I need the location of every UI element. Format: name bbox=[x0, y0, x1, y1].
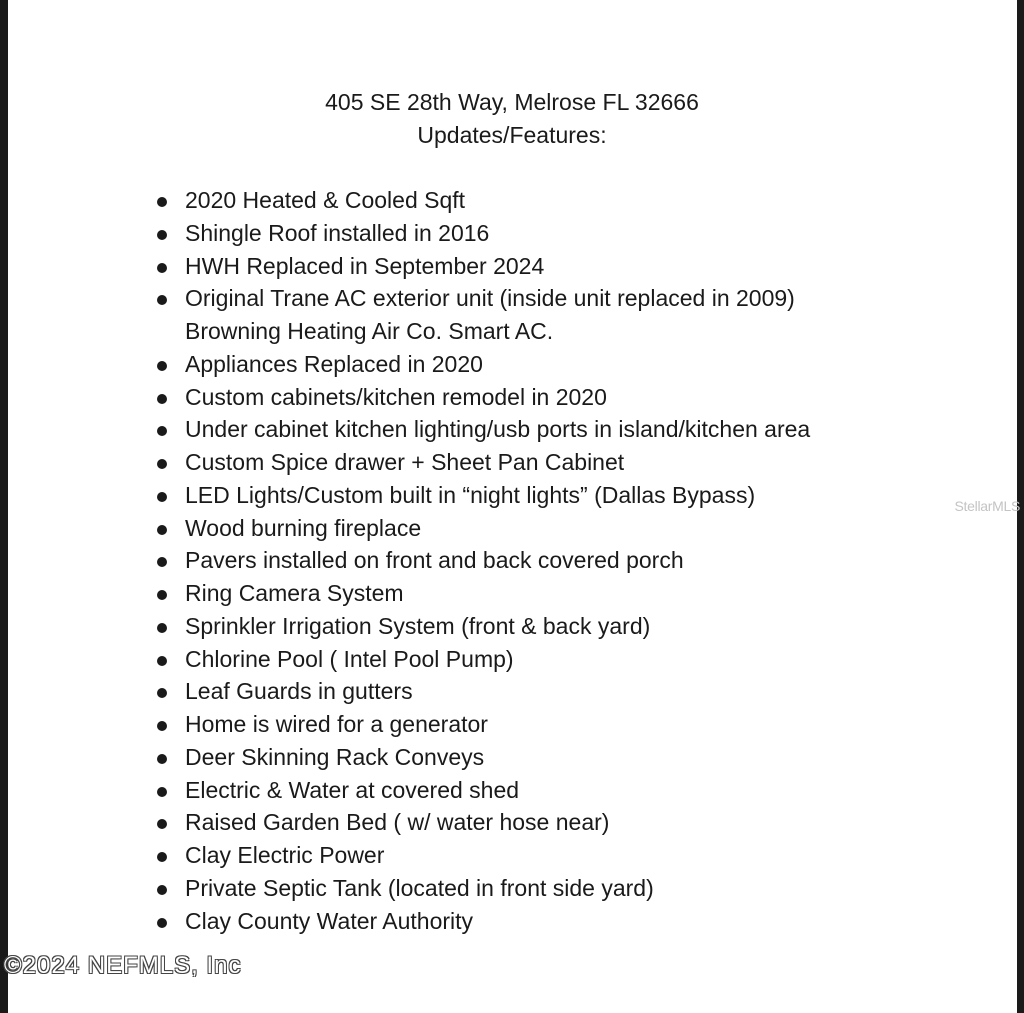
bullet-icon bbox=[157, 230, 167, 240]
feature-line: 2020 Heated & Cooled Sqft bbox=[185, 187, 466, 213]
bullet-icon bbox=[157, 197, 167, 207]
feature-text bbox=[185, 708, 488, 741]
bullet-icon bbox=[157, 787, 167, 797]
bullet-icon bbox=[157, 492, 167, 502]
feature-text bbox=[185, 839, 384, 872]
feature-text bbox=[185, 741, 484, 774]
bullet-icon bbox=[157, 459, 167, 469]
feature-text bbox=[185, 446, 624, 479]
feature-text bbox=[185, 479, 755, 512]
feature-line: Sprinkler Irrigation System (front & back yard) bbox=[185, 612, 651, 639]
bullet-icon bbox=[157, 525, 167, 535]
feature-text bbox=[185, 184, 465, 217]
feature-text bbox=[185, 381, 607, 414]
feature-line: HWH Replaced in September 2024 bbox=[185, 252, 545, 279]
feature-line: LED Lights/Custom built in “night lights” (Dallas Bypass) bbox=[185, 481, 756, 508]
stellarmls-watermark: StellarMLS bbox=[954, 498, 1020, 514]
nefmls-copyright-watermark: ©2024 NEFMLS, Inc bbox=[4, 952, 242, 979]
feature-line: Wood burning fireplace bbox=[185, 514, 422, 541]
bullet-icon bbox=[157, 263, 167, 273]
feature-line: Custom cabinets/kitchen remodel in 2020 bbox=[185, 383, 607, 410]
feature-line: Original Trane AC exterior unit (inside unit replaced in 2009) bbox=[185, 285, 795, 312]
feature-text bbox=[185, 512, 421, 545]
feature-line: Home is wired for a generator bbox=[185, 711, 488, 737]
feature-line: Raised Garden Bed ( w/ water hose near) bbox=[185, 809, 610, 836]
feature-line: Ring Camera System bbox=[185, 580, 404, 606]
feature-text bbox=[185, 610, 650, 643]
bullet-icon bbox=[157, 918, 167, 928]
document-heading bbox=[0, 86, 1024, 152]
feature-text bbox=[185, 643, 514, 676]
feature-line: Pavers installed on front and back covered porch bbox=[185, 547, 684, 574]
feature-text bbox=[185, 250, 544, 283]
features-subtitle: Updates/Features: bbox=[417, 122, 607, 148]
feature-text bbox=[185, 217, 489, 250]
feature-text bbox=[185, 282, 795, 348]
bullet-icon bbox=[157, 656, 167, 666]
feature-line: Browning Heating Air Co. Smart AC. bbox=[185, 318, 554, 344]
feature-line: Leaf Guards in gutters bbox=[185, 678, 413, 705]
feature-text bbox=[185, 544, 684, 577]
feature-line: Under cabinet kitchen lighting/usb ports in island/kitchen area bbox=[185, 416, 811, 443]
feature-text bbox=[185, 774, 519, 807]
feature-text bbox=[185, 806, 609, 839]
feature-line: Chlorine Pool ( Intel Pool Pump) bbox=[185, 645, 514, 672]
bullet-icon bbox=[157, 361, 167, 371]
feature-line: Shingle Roof installed in 2016 bbox=[185, 219, 490, 246]
feature-text bbox=[185, 905, 473, 938]
feature-line: Private Septic Tank (located in front side yard) bbox=[185, 874, 654, 901]
feature-line: Custom Spice drawer + Sheet Pan Cabinet bbox=[185, 449, 625, 475]
feature-text bbox=[185, 413, 810, 446]
bullet-icon bbox=[157, 590, 167, 600]
feature-line: Electric & Water at covered shed bbox=[185, 776, 520, 803]
bullet-icon bbox=[157, 852, 167, 862]
feature-line: Deer Skinning Rack Conveys bbox=[185, 743, 485, 770]
bullet-icon bbox=[157, 754, 167, 764]
feature-line: Appliances Replaced in 2020 bbox=[185, 350, 483, 377]
feature-line: Clay County Water Authority bbox=[185, 907, 474, 934]
feature-text bbox=[185, 675, 413, 708]
bullet-icon bbox=[157, 885, 167, 895]
bullet-icon bbox=[157, 394, 167, 404]
property-address: 405 SE 28th Way, Melrose FL 32666 bbox=[325, 89, 699, 115]
bullet-icon bbox=[157, 721, 167, 731]
feature-text bbox=[185, 348, 483, 381]
feature-text bbox=[185, 872, 654, 905]
feature-text bbox=[185, 577, 404, 610]
bullet-icon bbox=[157, 623, 167, 633]
feature-line: Clay Electric Power bbox=[185, 842, 385, 868]
